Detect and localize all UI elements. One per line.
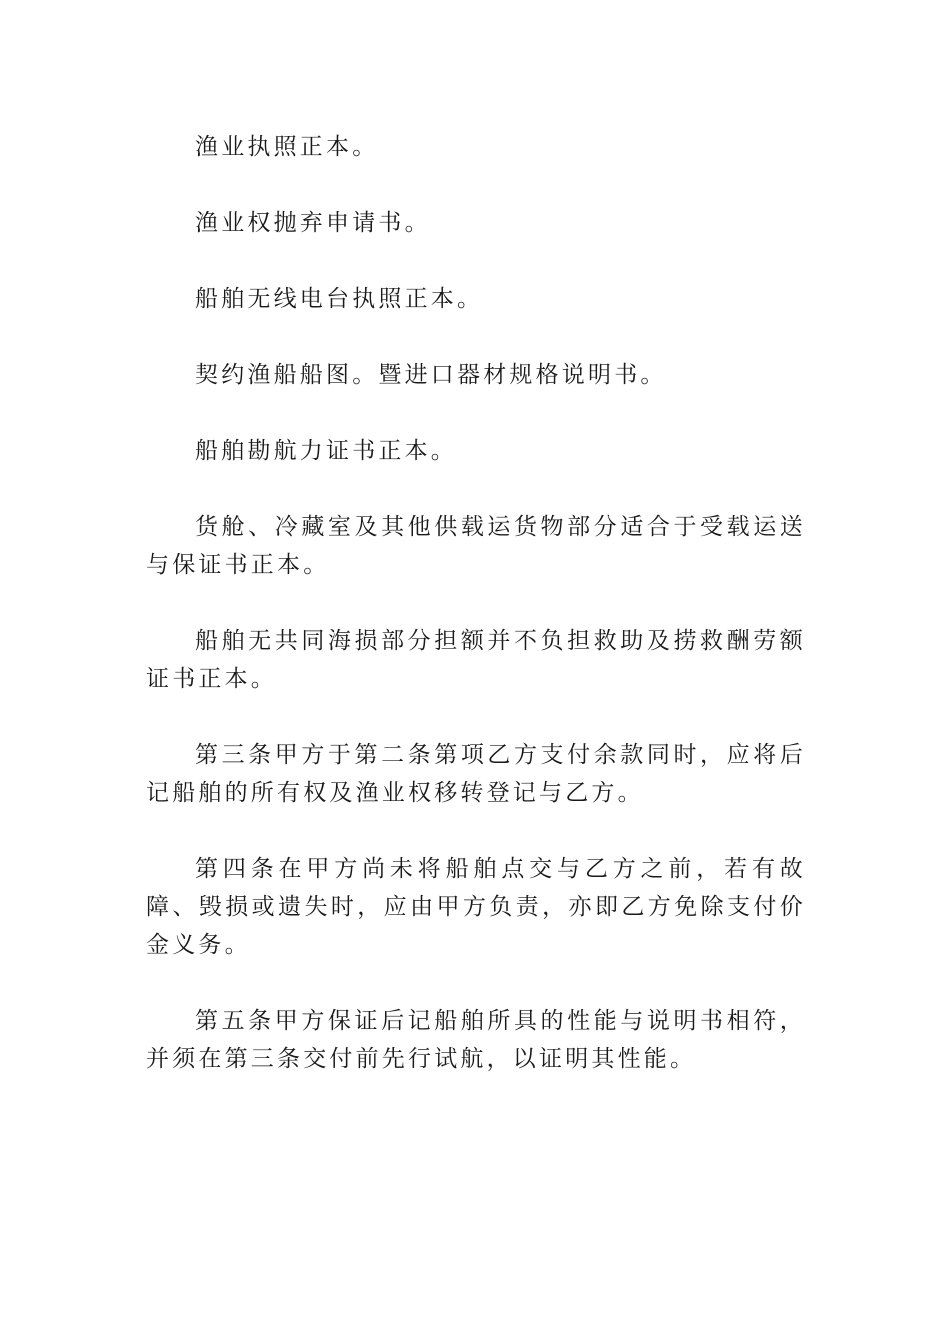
paragraph-article-4: 第四条在甲方尚未将船舶点交与乙方之前，若有故障、毁损或遗失时，应由甲方负责，亦即乙方免除支付价金义务。	[146, 856, 806, 958]
paragraph-article-5: 第五条甲方保证后记船舶所具的性能与说明书相符，并须在第三条交付前先行试航，以证明其性能。	[146, 1008, 806, 1072]
paragraph-radio-license: 船舶无线电台执照正本。	[195, 286, 484, 312]
paragraph-general-average-certificate: 船舶无共同海损部分担额并不负担救助及捞救酬劳额证书正本。	[146, 628, 806, 692]
paragraph-article-3: 第三条甲方于第二条第项乙方支付余款同时，应将后记船舶的所有权及渔业权移转登记与乙方。	[146, 742, 806, 806]
paragraph-fishing-license: 渔业执照正本。	[195, 134, 379, 160]
paragraph-fishing-right-waiver: 渔业权抛弃申请书。	[195, 210, 431, 236]
document-body	[146, 128, 806, 1116]
paragraph-ship-drawings: 契约渔船船图。暨进口器材规格说明书。	[195, 362, 667, 388]
paragraph-seaworthiness-certificate: 船舶勘航力证书正本。	[195, 438, 457, 464]
paragraph-cargo-hold-certificate: 货舱、冷藏室及其他供载运货物部分适合于受载运送与保证书正本。	[146, 514, 806, 578]
